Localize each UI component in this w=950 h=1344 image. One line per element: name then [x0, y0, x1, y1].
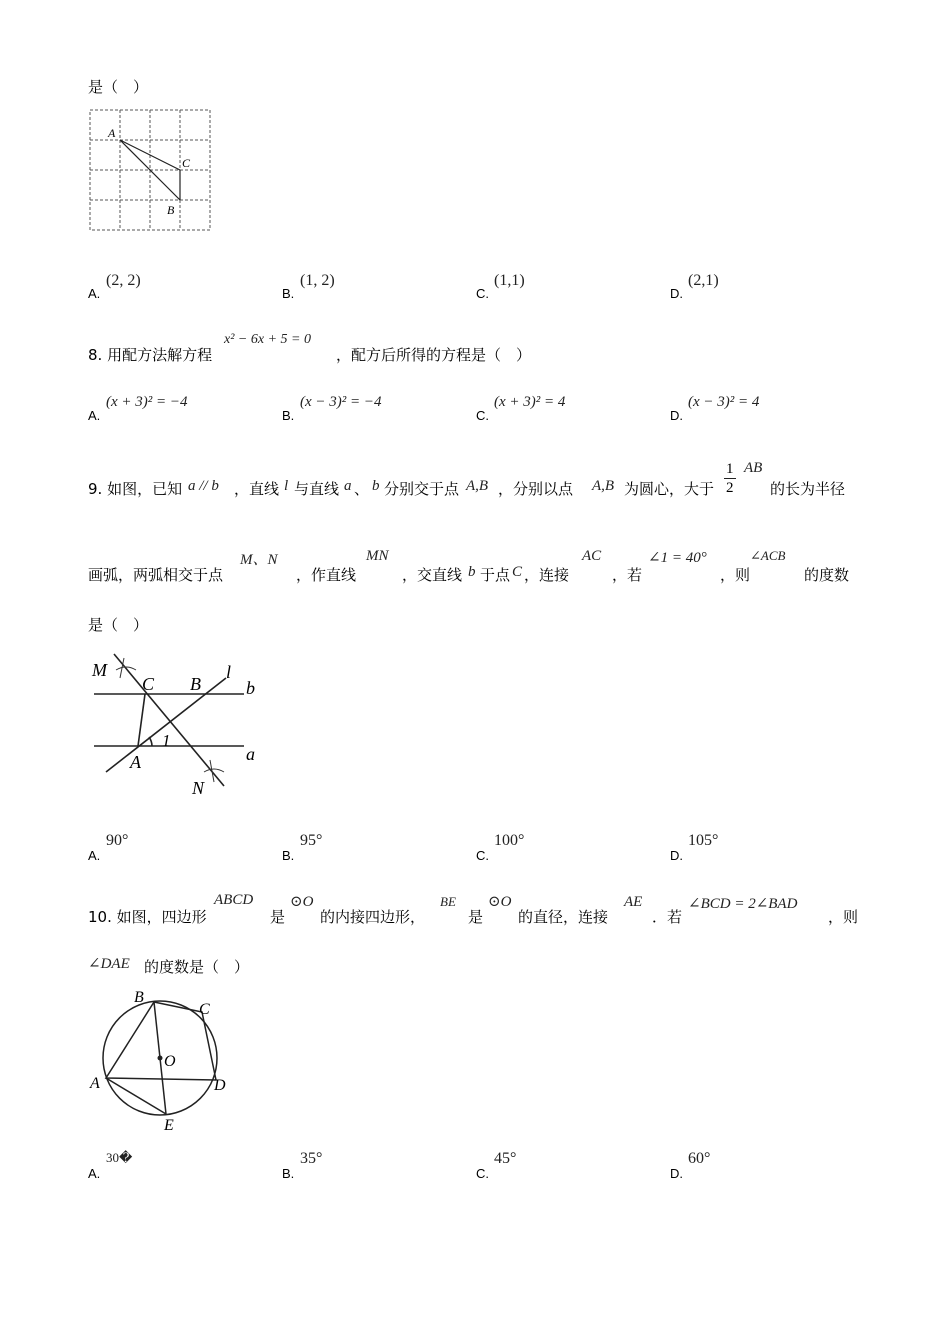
q9-math-ab: A,B	[466, 478, 489, 494]
q9-math-acb: ∠ACB	[750, 548, 786, 563]
q9-math-a: a	[344, 478, 352, 494]
q9-text: 的度数	[804, 566, 850, 584]
q9-text: 于点	[480, 566, 511, 584]
label-M: M	[92, 660, 107, 680]
q10-math-abcd: ABCD	[214, 892, 254, 908]
q9-math-b: b	[468, 564, 476, 580]
option-value: 60°	[688, 1150, 711, 1167]
frac-denominator: 2	[726, 480, 734, 496]
q9-math-angle1: ∠1 = 40°	[648, 550, 707, 566]
q9-text: ，直线	[234, 480, 280, 498]
q10-text: ，则	[828, 908, 859, 926]
q9-text: 分别交于点	[384, 480, 460, 498]
q10-figure	[86, 982, 236, 1138]
option-value: (1, 2)	[300, 272, 335, 289]
q9-text: 为圆心，大于	[624, 480, 715, 498]
option-letter: C.	[476, 848, 489, 863]
q10-math-be: BE	[440, 894, 456, 909]
label-C: C	[142, 674, 155, 694]
option-value: (x + 3)² = −4	[106, 394, 188, 410]
label-b: b	[246, 678, 255, 698]
option-letter: A.	[88, 286, 101, 301]
option-letter: D.	[670, 286, 683, 301]
segment-ac	[138, 694, 145, 746]
label-C: C	[199, 1001, 210, 1018]
q10-math-ae: AE	[624, 894, 643, 910]
label-A: A	[130, 752, 141, 772]
q9-text: 、	[354, 480, 370, 498]
q10-text: 是	[468, 908, 484, 926]
q10-text: ．若	[652, 908, 683, 926]
q9-text: ，则	[720, 566, 751, 584]
label-1: 1	[162, 731, 171, 750]
option-value: 105°	[688, 832, 719, 849]
option-letter: D.	[670, 848, 683, 863]
segment-ae	[106, 1078, 166, 1114]
angle-1-arc	[149, 737, 152, 746]
label-B: B	[190, 674, 201, 694]
option-value: (2, 2)	[106, 272, 141, 289]
label-B: B	[167, 203, 175, 217]
q9-text: 画弧，两弧相交于点	[88, 566, 224, 584]
option-value: (1,1)	[494, 272, 525, 289]
q9-math-ab: AB	[744, 460, 763, 476]
q9-line-1	[88, 456, 868, 504]
option-letter: C.	[476, 1166, 489, 1181]
option-letter: A.	[88, 408, 101, 423]
option-value: (x + 3)² = 4	[494, 394, 566, 410]
q9-math-mn: MN	[366, 548, 389, 564]
q10-math-circle-o: ⊙O	[290, 894, 314, 910]
label-A: A	[108, 126, 116, 140]
option-value: 100°	[494, 832, 525, 849]
q9-line-2	[88, 548, 868, 584]
option-letter: B.	[282, 408, 295, 423]
label-A: A	[90, 1075, 100, 1092]
option-value: 35°	[300, 1150, 323, 1167]
q10-text: 的度数是（ ）	[144, 958, 250, 976]
option-letter: D.	[670, 1166, 683, 1181]
q9-math-c: C	[512, 564, 523, 580]
frac-numerator: 1	[726, 461, 734, 477]
q9-figure	[86, 648, 276, 804]
option-value: (x − 3)² = 4	[688, 394, 760, 410]
label-l: l	[226, 662, 232, 682]
q10-line-1	[88, 892, 868, 926]
option-letter: A.	[88, 848, 101, 863]
q7-grid-figure	[86, 106, 216, 236]
q10-text: 的直径，连接	[518, 908, 609, 926]
q9-text: ，交直线	[402, 566, 463, 584]
label-N: N	[192, 778, 205, 798]
option-letter: A.	[88, 1166, 101, 1181]
label-a: a	[246, 744, 255, 764]
q8-suffix: ，配方后所得的方程是（ ）	[336, 346, 532, 364]
option-letter: D.	[670, 408, 683, 423]
option-value: 90°	[106, 832, 129, 849]
option-value: 95°	[300, 832, 323, 849]
q9-fraction-half	[724, 460, 736, 497]
label-B: B	[134, 989, 144, 1006]
q9-math-a-parallel-b: a // b	[188, 478, 219, 494]
center-point	[158, 1056, 163, 1061]
q9-math-l: l	[284, 478, 289, 494]
label-D: D	[214, 1077, 226, 1094]
q9-math-mn-points: M、N	[240, 552, 278, 568]
option-value: (2,1)	[688, 272, 719, 289]
q9-stem-tail: 是（ ）	[88, 616, 149, 634]
q10-math-dae: ∠DAE	[88, 956, 130, 972]
option-letter: B.	[282, 286, 295, 301]
option-value: (x − 3)² = −4	[300, 394, 382, 410]
q10-text: 的内接四边形，	[320, 908, 426, 926]
q9-math-b: b	[372, 478, 380, 494]
label-E: E	[164, 1117, 174, 1134]
q9-text: 的长为半径	[770, 480, 846, 498]
label-O: O	[164, 1053, 176, 1070]
q10-math-condition: ∠BCD = 2∠BAD	[688, 896, 798, 912]
label-C: C	[182, 156, 191, 170]
q8-equation: x² − 6x + 5 = 0	[224, 332, 311, 347]
q10-text: 10. 如图，四边形	[88, 908, 207, 926]
q9-text: 与直线	[294, 480, 340, 498]
q9-text: 9. 如图，已知	[88, 480, 183, 498]
option-letter: B.	[282, 848, 295, 863]
q7-stem-tail: 是（ ）	[88, 78, 149, 96]
q8-prefix: 8. 用配方法解方程	[88, 346, 213, 364]
q9-math-ac: AC	[582, 548, 602, 564]
q10-math-circle-o: ⊙O	[488, 894, 512, 910]
q9-text: ，作直线	[296, 566, 357, 584]
q9-text: ，连接	[524, 566, 570, 584]
q9-text: ，若	[612, 566, 643, 584]
option-letter: C.	[476, 408, 489, 423]
option-letter: B.	[282, 1166, 295, 1181]
option-value: 45°	[494, 1150, 517, 1167]
option-value: 30�	[106, 1150, 133, 1165]
q10-text: 是	[270, 908, 286, 926]
q9-math-ab: A,B	[592, 478, 615, 494]
line-l	[106, 678, 226, 772]
q9-text: ，分别以点	[498, 480, 574, 498]
option-letter: C.	[476, 286, 489, 301]
